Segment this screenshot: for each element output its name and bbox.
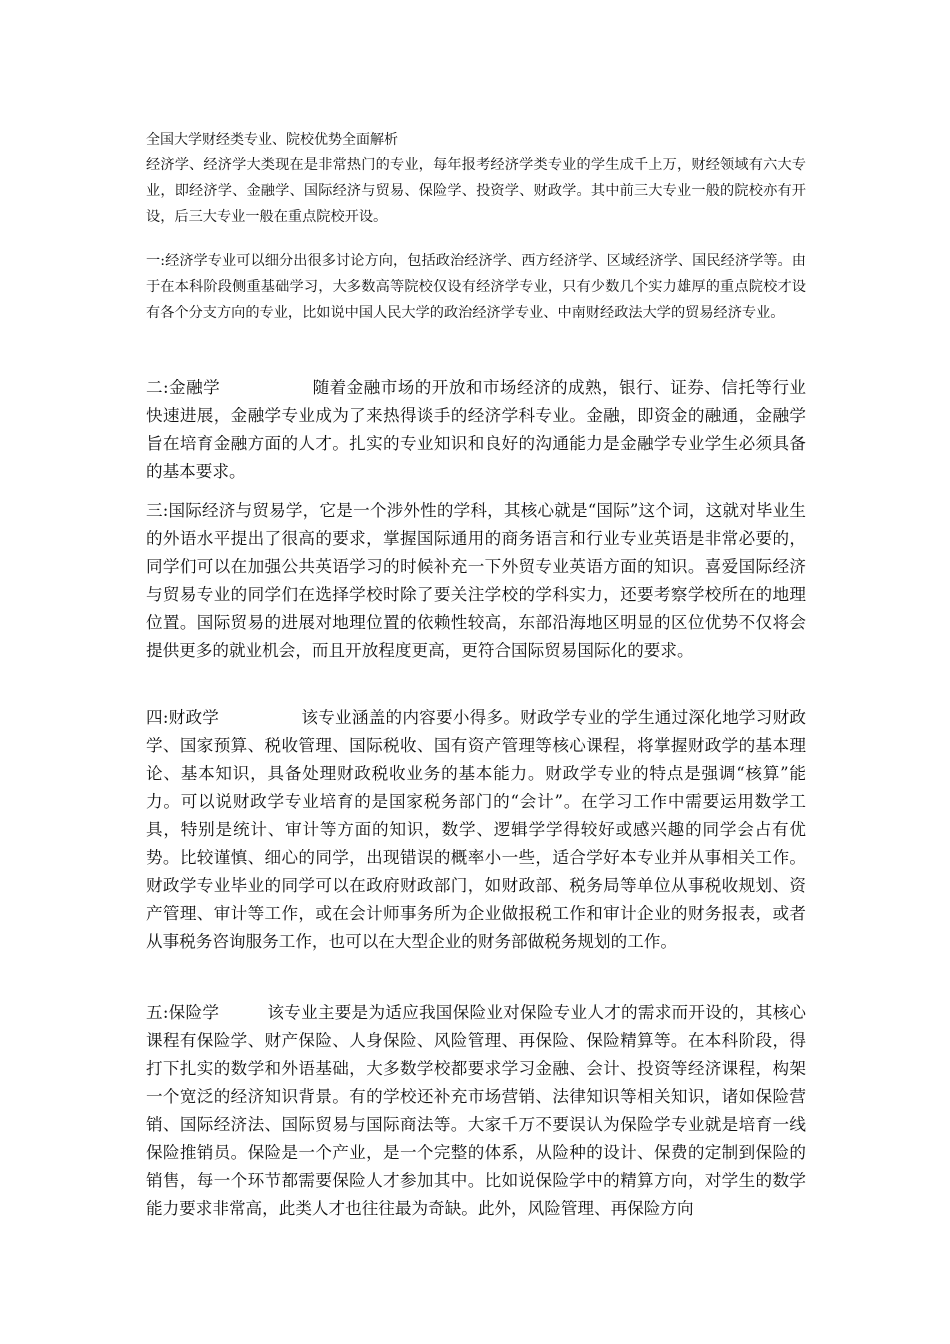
intro-paragraph: 经济学、经济学大类现在是非常热门的专业，每年报考经济学类专业的学生成千上万，财经领域有六大专业，即经济学、金融学、国际经济与贸易、保险学、投资学、财政学。其中前三大专业一般的院校亦有开设，后三大专业一般在重点院校开设。 [146, 157, 806, 225]
section-heading: 一:经济学专业可以细分出很多讨论方向， [146, 253, 408, 269]
section-insurance [146, 999, 806, 1223]
section-finance [146, 374, 806, 486]
section-body: 包括政治经济学、西方经济学、区域经济学、国民经济学等。由于在本科阶段侧重基础学习，大多数高等院校仅设有经济学专业，只有少数几个实力雄厚的重点院校才设有各个分支方向的专业，比如说中国人民大学的政治经济学专业、中南财经政法大学的贸易经济专业。 [146, 253, 806, 321]
document-title: 全国大学财经类专业、院校优势全面解析 [146, 132, 398, 148]
section-heading: 五:保险学 [146, 1003, 220, 1022]
section-international-trade [146, 497, 806, 665]
section-body: 该专业涵盖的内容要小得多。财政学专业的学生通过深化地学习财政学、国家预算、税收管理、国际税收、国有资产管理等核心课程，将掌握财政学的基本理论、基本知识，具备处理财政税收业务的基本能力。财政学专业的特点是强调“核算”能力。可以说财政学专业培育的是国家税务部门的“会计”。在学习工作中需要运用数学工具，特别是统计、审计等方面的知识，数学、逻辑学学得较好或感兴趣的同学会占有优势。比较谨慎、细心的同学，出现错误的概率小一些，适合学好本专业并从事相关工作。财政学专业毕业的同学可以在政府财政部门，如财政部、税务局等单位从事税收规划、资产管理、审计等工作，或在会计师事务所为企业做报税工作和审计企业的财务报表，或者从事税务咨询服务工作，也可以在大型企业的财务部做税务规划的工作。 [146, 708, 806, 951]
section-heading: 三:国际经济与贸易学， [146, 501, 320, 520]
section-heading: 二:金融学 [146, 378, 221, 397]
section-public-finance [146, 704, 806, 956]
section-heading: 四:财政学 [146, 708, 220, 727]
section-body: 随着金融市场的开放和市场经济的成熟，银行、证券、信托等行业快速进展，金融学专业成为了来热得谈手的经济学科专业。金融，即资金的融通，金融学旨在培育金融方面的人才。扎实的专业知识和良好的沟通能力是金融学专业学生必须具备的基本要求。 [146, 378, 807, 481]
section-economics [146, 248, 806, 326]
section-body: 它是一个涉外性的学科，其核心就是“国际”这个词，这就对毕业生的外语水平提出了很高的要求，掌握国际通用的商务语言和行业专业英语是非常必要的，同学们可以在加强公共英语学习的时候补充一下外贸专业英语方面的知识。喜爱国际经济与贸易专业的同学们在选择学校时除了要关注学校的学科实力，还要考察学校所在的地理位置。国际贸易的进展对地理位置的依赖性较高，东部沿海地区明显的区位优势不仅将会提供更多的就业机会，而且开放程度更高，更符合国际贸易国际化的要求。 [146, 501, 806, 660]
section-body: 该专业主要是为适应我国保险业对保险专业人才的需求而开设的，其核心课程有保险学、财产保险、人身保险、风险管理、再保险、保险精算等。在本科阶段，得打下扎实的数学和外语基础，大多数学校都要求学习金融、会计、投资等经济课程，构架一个宽泛的经济知识背景。有的学校还补充市场营销、法律知识等相关知识，诸如保险营销、国际经济法、国际贸易与国际商法等。大家千万不要误认为保险学专业就是培育一线保险推销员。保险是一个产业，是一个完整的体系，从险种的设计、保费的定制到保险的销售，每一个环节都需要保险人才参加其中。比如说保险学中的精算方向，对学生的数学能力要求非常高，此类人才也往往最为奇缺。此外，风险管理、再保险方向 [146, 1003, 806, 1218]
